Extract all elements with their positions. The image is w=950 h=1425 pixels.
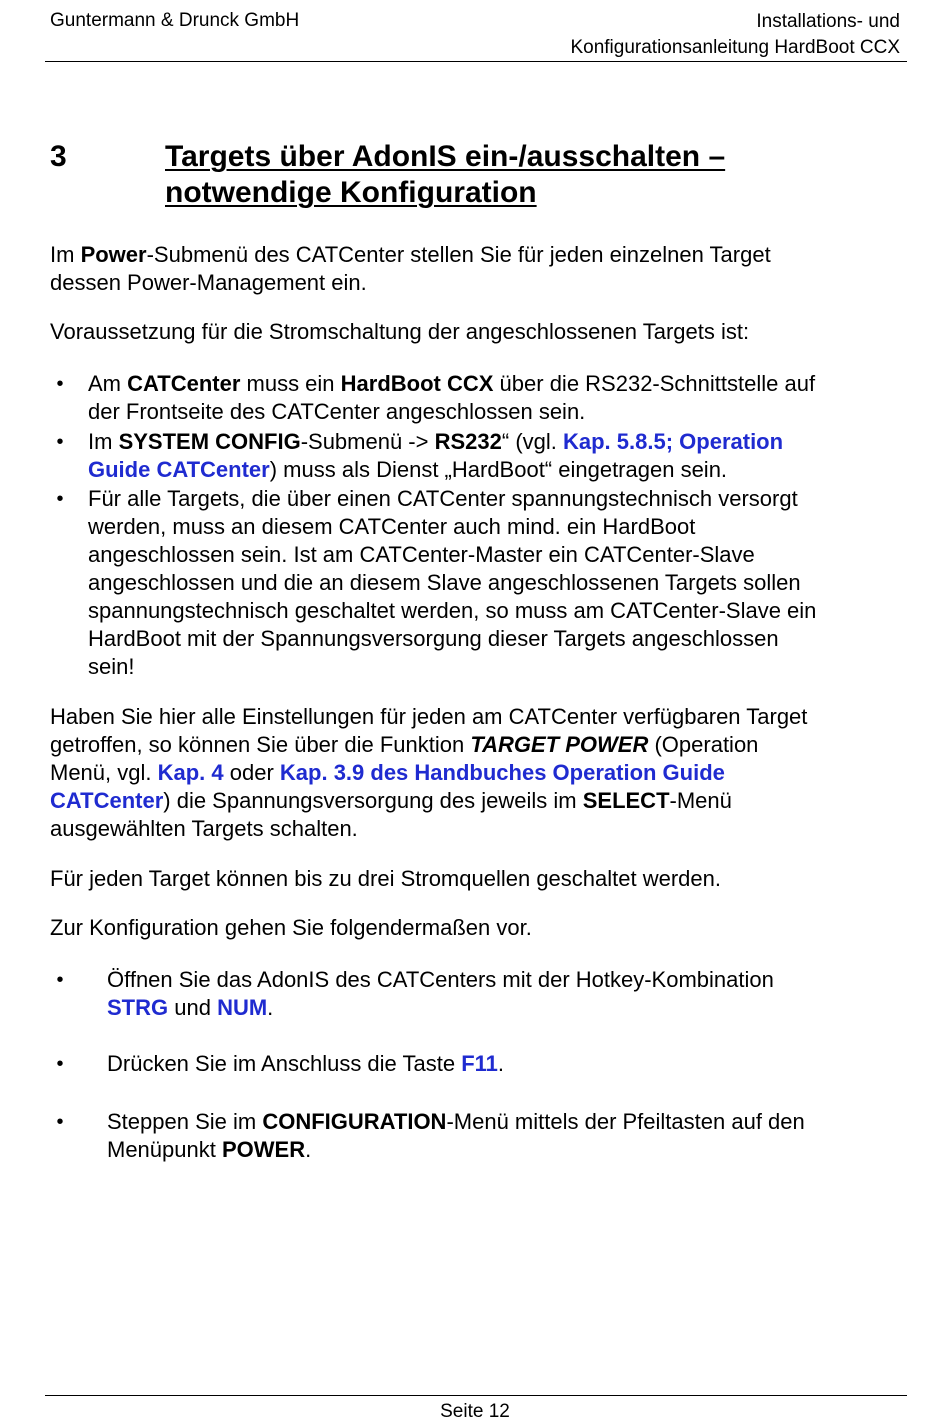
text-run: Menü, vgl. (50, 760, 158, 785)
header-company: Guntermann & Drunck GmbH (50, 10, 300, 31)
rs232-term: RS232 (434, 429, 502, 454)
text-line: spannungstechnisch geschaltet werden, so muss am CATCenter-Slave ein (88, 598, 817, 623)
text-run: -Submenü -> (300, 429, 435, 454)
strg-key: STRG (107, 995, 169, 1020)
text-line: angeschlossen sein. Ist am CATCenter-Master ein CATCenter-Slave (88, 542, 755, 567)
hardboot-term: HardBoot CCX (340, 371, 494, 396)
text-run: “ (vgl. (501, 429, 563, 454)
prerequisite-lead: Voraussetzung für die Stromschaltung der angeschlossenen Targets ist: (50, 319, 750, 344)
text-line: Haben Sie hier alle Einstellungen für jeden am CATCenter verfügbaren Target (50, 704, 808, 729)
text-run: Im (88, 429, 119, 454)
text-line: HardBoot mit der Spannungsversorgung dieser Targets angeschlossen (88, 626, 779, 651)
chapter-link[interactable]: Kap. 5.8.5; Operation (563, 429, 784, 454)
power-sources-note: Für jeden Target können bis zu drei Stromquellen geschaltet werden. (50, 866, 721, 891)
text-run: Drücken Sie im Anschluss die Taste (107, 1051, 462, 1076)
text-line: sein! (88, 654, 135, 679)
page-number: Seite 12 (440, 1401, 510, 1422)
power-term: Power (80, 242, 147, 267)
select-term: SELECT (582, 788, 670, 813)
section-title (165, 139, 865, 211)
guide-link[interactable]: Guide CATCenter (88, 457, 270, 482)
bullet-icon: • (56, 488, 64, 510)
header-title-line-2: Konfigurationsanleitung HardBoot CCX (570, 37, 900, 58)
summary-paragraph (50, 703, 910, 843)
f11-key: F11 (461, 1051, 498, 1076)
intro-paragraph (50, 241, 910, 297)
text-run: Im (50, 242, 81, 267)
text-run: ) die Spannungsversorgung des jeweils im (163, 788, 583, 813)
bullet-icon: • (56, 969, 64, 991)
text-run: Menüpunkt (107, 1137, 222, 1162)
text-line: ausgewählten Targets schalten. (50, 816, 358, 841)
section-number: 3 (50, 140, 67, 173)
handbook-link[interactable]: Kap. 3.9 des Handbuches Operation Guide (279, 760, 725, 785)
text-run: muss ein (240, 371, 341, 396)
configuration-term: CONFIGURATION (262, 1109, 447, 1134)
text-run: . (305, 1137, 312, 1162)
text-run: über die RS232-Schnittstelle auf (493, 371, 816, 396)
num-key: NUM (217, 995, 268, 1020)
text-run: (Operation (648, 732, 759, 757)
text-run: Am (88, 371, 128, 396)
text-line: der Frontseite des CATCenter angeschlossen sein. (88, 399, 586, 424)
bullet-icon: • (56, 431, 64, 453)
chapter-link[interactable]: Kap. 4 (157, 760, 224, 785)
header-document-title (570, 9, 900, 61)
footer-divider (45, 1395, 907, 1396)
text-line: angeschlossen und die an diesem Slave angeschlossenen Targets sollen (88, 570, 801, 595)
text-run: -Menü mittels der Pfeiltasten auf den (446, 1109, 805, 1134)
text-run: -Submenü des CATCenter stellen Sie für jeden einzelnen Target (146, 242, 771, 267)
text-run: -Menü (669, 788, 732, 813)
target-power-term: TARGET POWER (470, 732, 649, 757)
system-config-term: SYSTEM CONFIG (118, 429, 301, 454)
power-menu-term: POWER (221, 1137, 306, 1162)
text-line: Für alle Targets, die über einen CATCenter spannungstechnisch versorgt (88, 486, 798, 511)
text-run: und (168, 995, 218, 1020)
bullet-icon: • (56, 1053, 64, 1075)
configuration-lead: Zur Konfiguration gehen Sie folgendermaßen vor. (50, 915, 532, 940)
text-run: . (497, 1051, 505, 1076)
bullet-icon: • (56, 373, 64, 395)
bullet-icon: • (56, 1111, 64, 1133)
section-title-line-1: Targets über AdonIS ein-/ausschalten – (165, 140, 726, 173)
text-run: ) muss als Dienst „HardBoot“ eingetragen sein. (269, 457, 728, 482)
text-run: . (267, 995, 274, 1020)
section-title-line-2: notwendige Konfiguration (165, 176, 537, 209)
catcenter-term: CATCenter (127, 371, 241, 396)
text-line: werden, muss an diesem CATCenter auch mind. ein HardBoot (88, 514, 696, 539)
catcenter-link[interactable]: CATCenter (50, 788, 164, 813)
text-run: Steppen Sie im (107, 1109, 263, 1134)
text-line: Öffnen Sie das AdonIS des CATCenters mit der Hotkey-Kombination (107, 967, 774, 992)
header-divider (45, 61, 907, 62)
text-run: oder (223, 760, 280, 785)
header-title-line-1: Installations- und (756, 11, 900, 32)
text-line: dessen Power-Management ein. (50, 270, 367, 295)
text-run: getroffen, so können Sie über die Funktion (50, 732, 471, 757)
